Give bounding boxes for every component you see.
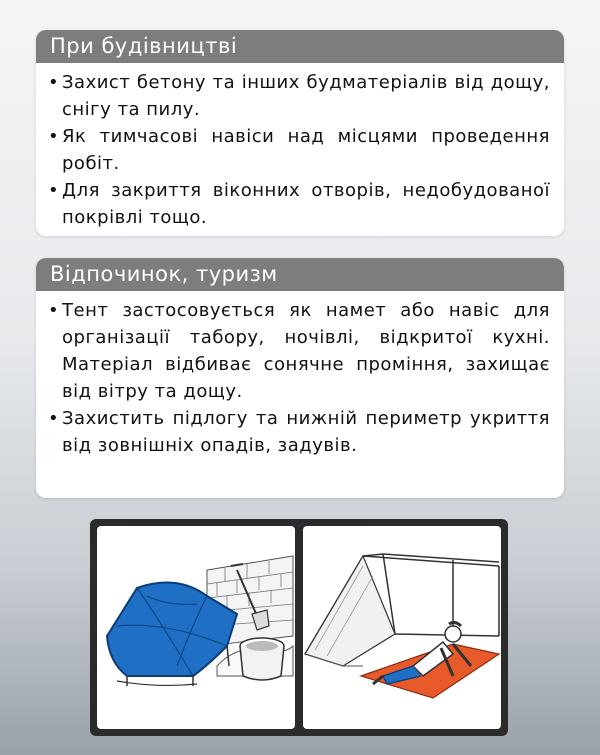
- bullet-icon: •: [48, 126, 59, 147]
- section-list: [36, 291, 564, 459]
- list-item: [48, 177, 550, 231]
- list-item-text: Для закриття віконних отворів, недобудованої покрівлі тощо.: [62, 180, 550, 228]
- list-item: [48, 405, 550, 459]
- list-item-text: Тент застосовується як намет або навіс для організації табору, ночівлі, відкритої кухні. Матеріал відбиває сонячне проміння, захищає від вітру та дощу.: [62, 300, 550, 402]
- camping-tent-illustration-icon: [303, 526, 501, 729]
- bullet-icon: •: [48, 408, 59, 429]
- bullet-icon: •: [48, 180, 59, 201]
- bullet-icon: •: [48, 72, 59, 93]
- list-item: [48, 297, 550, 405]
- list-item: [48, 69, 550, 123]
- section-list: [36, 63, 564, 231]
- list-item-text: Як тимчасові навіси над місцями проведення робіт.: [62, 126, 550, 174]
- section-title: При будівництві: [36, 30, 564, 63]
- illustrations-frame: [90, 519, 508, 736]
- construction-tarp-illustration-icon: [97, 526, 295, 729]
- bullet-icon: •: [48, 300, 59, 321]
- section-card-tourism: [36, 258, 564, 498]
- list-item-text: Захист бетону та інших будматеріалів від дощу, снігу та пилу.: [62, 72, 550, 120]
- section-card-construction: [36, 30, 564, 236]
- list-item: [48, 123, 550, 177]
- list-item-text: Захистить підлогу та нижній периметр укриття від зовнішніх опадів, задувів.: [62, 408, 550, 456]
- section-title: Відпочинок, туризм: [36, 258, 564, 291]
